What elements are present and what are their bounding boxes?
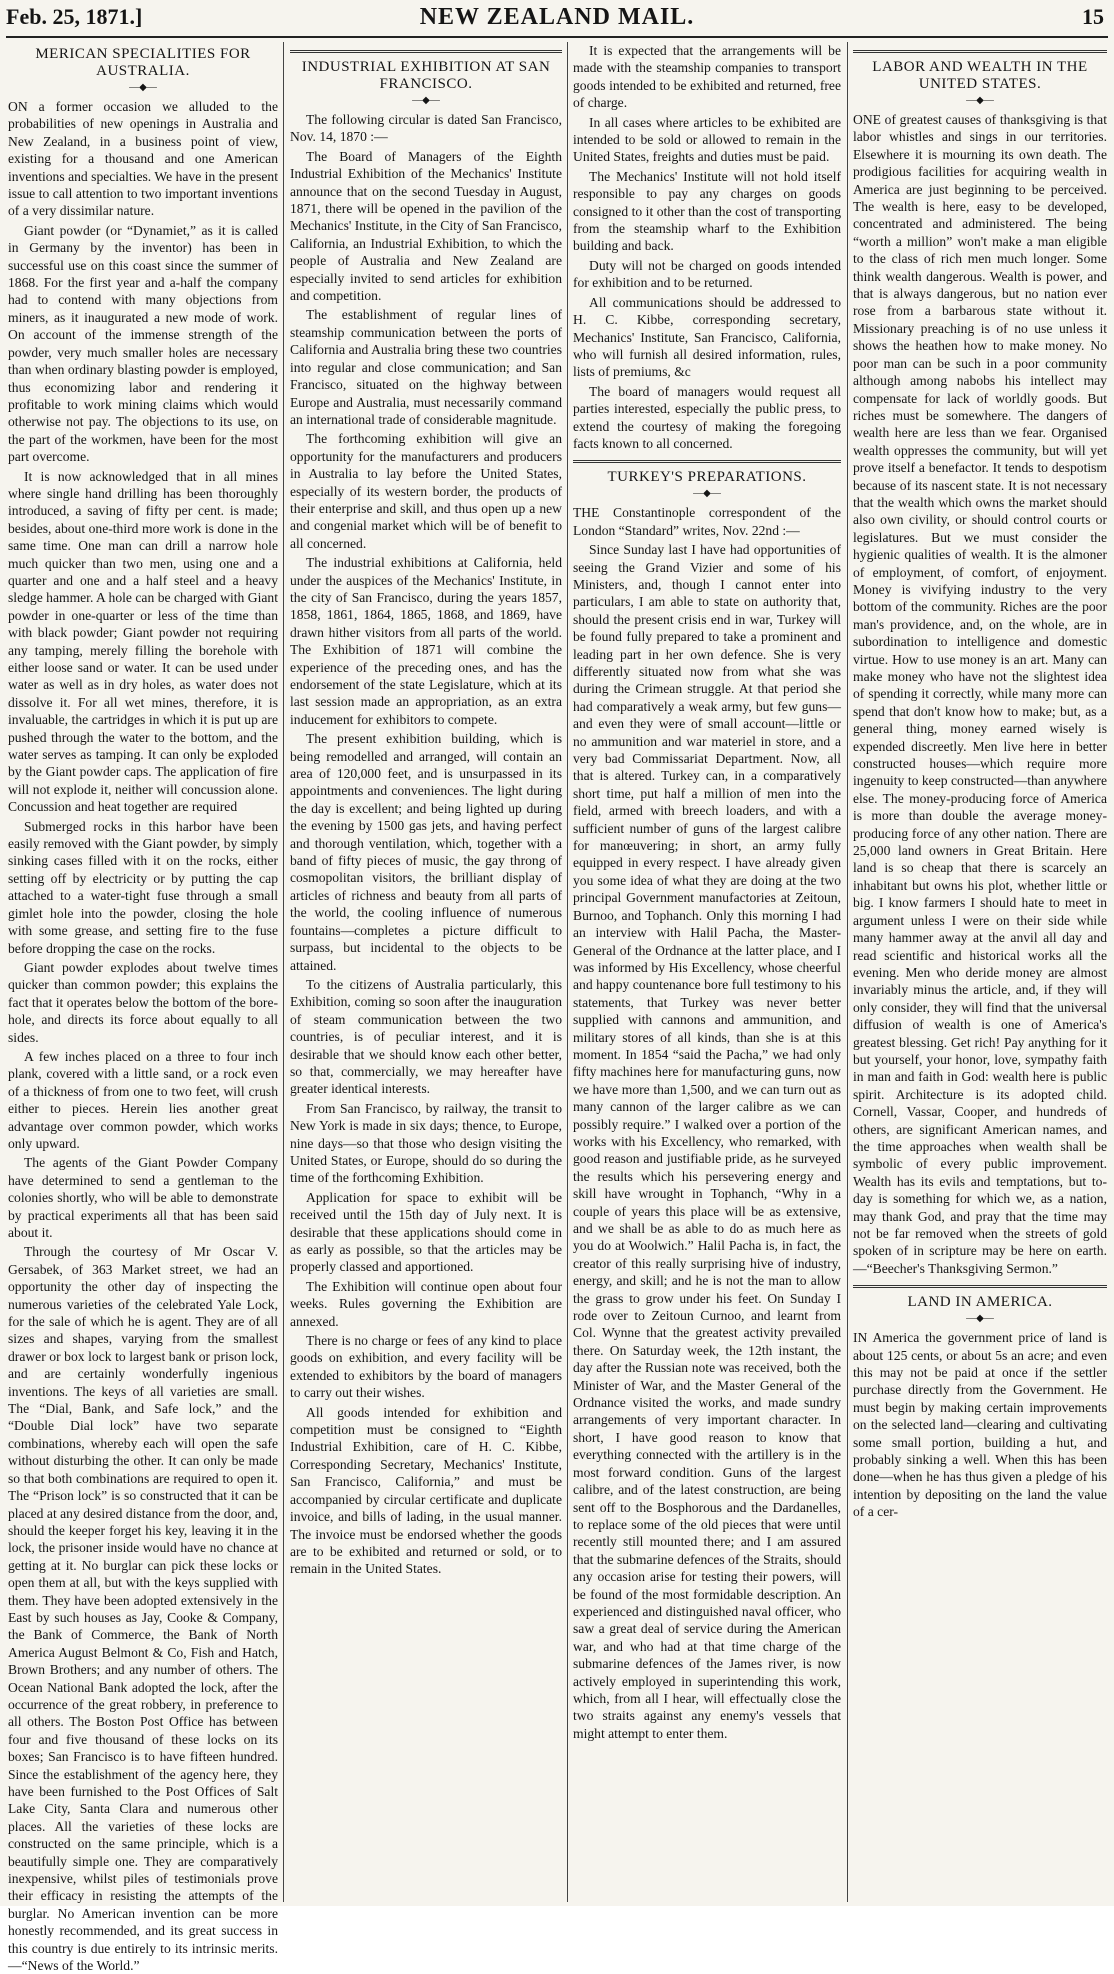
paragraph: The following circular is dated San Francisco, Nov. 14, 1870 :— [290, 112, 562, 145]
column-1 [8, 42, 278, 1974]
paragraph: ON a former occasion we alluded to the probabilities of new openings in Australia and New Zealand, in a business point of view, existing for a thousand and one American inventions and specialties. We have in the present issue to call attention to two important inventions of a very dissimilar nature. [8, 99, 278, 219]
masthead-rule [6, 36, 1108, 38]
paragraph: Through the courtesy of Mr Oscar V. Gersabek, of 363 Market street, we had an opportunity the other day of inspecting the numerous varieties of the celebrated Yale Lock, for the sale of which he is agent. They are of all sizes and shapes, varying from the smallest drawer or box lock to largest bank or prison lock, and are certainly wonderfully ingenious inventions. The keys of all varieties are small. The “Dial, Bank, and Safe lock,” and the “Double Dial lock” have two separate combinations, whereby each will open the safe without disturbing the other. It can only be made so that both combinations are required to open it. The “Prison lock” is so constructed that it can be placed at any desired distance from the door, and, should the keeper forget his key, leaving it in the lock, the prisoner inside would have no chance at getting at it. No burglar can pick these locks or open them at all, but with the keys supplied with them. They have been adopted extensively in the East by such houses as Jay, Cooke & Company, the Bank of Commerce, the Bank of North America August Belmont & Co, Fish and Hatch, Brown Brothers; and any number of others. The Ocean National Bank adopted the lock, after the occurrence of the great robbery, in preference to all others. The Boston Post Office has between four and five thousand of these locks on its boxes; San Francisco is to have fifteen hundred. Since the establishment of the agency here, they have been furnished to the Post Offices of Salt Lake City, Santa Clara and numerous other places. All the varieties of these locks are constructed on the same principle, which is a beautifully simple one. They are comparatively inexpensive, whilst piles of testimonials prove their efficacy in resisting the attempts of the burglar. No American invention can be more honestly recommended, and its great success in this country is due entirely to its intrinsic merits.—“News of the World.” [8, 1244, 278, 1974]
paragraph: The Board of Managers of the Eighth Industrial Exhibition of the Mechanics' Institute announce that on the second Tuesday in August, 1871, there will be opened in the pavilion of the Mechanics' Institute, in the City of San Francisco, California, an Industrial Exhibition, to which the people of Australia and New Zealand are especially invited to send articles for exhibition and competition. [290, 148, 562, 304]
paragraph: Application for space to exhibit will be received until the 15th day of July next. It is desirable that these applications should come in as early as possible, so that the articles may be properly classed and apportioned. [290, 1189, 562, 1275]
column-2 [290, 42, 562, 1902]
paragraph: IN America the government price of land is about 125 cents, or about 5s an acre; and even this may not be paid at once if the settler purchase directly from the Government. He must begin by making certain improvements on the selected land—clearing and cultivating some small portion, building a hut, and probably sinking a well. When this has been done—when he has thus given a pledge of his intention by depositing on the land the value of a cer- [853, 1330, 1107, 1520]
paragraph: The Exhibition will continue open about four weeks. Rules governing the Exhibition are annexed. [290, 1278, 562, 1329]
column-divider [847, 42, 848, 1902]
paragraph: The agents of the Giant Powder Company have determined to send a gentleman to the colonies shortly, who will be able to demonstrate by practical experiments all that has been said about it. [8, 1155, 278, 1240]
article-separator [853, 50, 1107, 53]
article-heading-turkeys-preparations: TURKEY'S PREPARATIONS. [607, 469, 807, 486]
paragraph: The establishment of regular lines of steamship communication between the ports of California and Australia bring these two countries into regular and close communication; and San Francisco, situated on the highway between Europe and Australia, must necessarily command an international trade of considerable magnitude. [290, 307, 562, 427]
paragraph: From San Francisco, by railway, the transit to New York is made in six days; thence, to Europe, nine days—so that those who design visiting the United States, or Europe, should do so during the time of the forthcoming Exhibition. [290, 1100, 562, 1186]
paragraph: ONE of greatest causes of thanksgiving is that labor whistles and sings in our territories. Elsewhere it is mourning its own death. The prodigious facilities for acquiring wealth in America are just beginning to be perceived. The wealth is here, easy to be developed, concentrated and administered. The being “worth a million” won't make a man eligible to the class of rich men much longer. Some think wealth dangerous. Wealth is power, and that is always dangerous, but no nation ever rose from a barbarous state without it. Missionary preaching is of no use unless it shows the heathen how to make money. No poor man can be such in a poor community although among nabobs his intellect may compensate for lack of worldly goods. But riches must be somewhere. The dangers of wealth here are less than we fear. Organised wealth oppresses the community, but will yet prove itself a benefactor. It tends to despotism because of its nascent state. It is not necessary that the wealth which owns the market should also own civility, or should control courts or legislatures. But we must consider the hygienic qualities of wealth. It is the almoner of employment, of comfort, of enjoyment. Money is vivifying industry to the very bottom of the community. Riches are the poor man's providence, and, on the whole, are in subordination to intelligence and domestic virtue. How to use money is an art. Many can make money who have not the slightest idea of spending it correctly, while many more can spend that don't know how to make; but, as a general thing, money earned wisely is expended discreetly. Men live here in better constructed houses—which require more ingenuity to keep constructed—than anywhere else. The money-producing force of America is more than double the average money-producing force of any other nation. There are 25,000 land owners in Great Britain. Here land is so cheap that there is scarcely an inhabitant but owns his plot, whether little or big. I know farmers I should hate to meet in argument unless I were on their side while many hammer away at the anvil all day and read scientific and historical works all the evening. Men who deride money are almost invariably minus the article, and, if they will only consider, they will find that the universal diffusion of wealth is one of America's greatest blessing. Get rich! Pay anything for it but yourself, your honor, love, sympathy faith in man and faith in God: wealth here is public spirit. Architecture is its adopted child. Cornell, Vassar, Cooper, and hundreds of others, are significant American names, and the time approaches when wealth shall be symbolic of every public improvement. Wealth has its evils and temptations, but to-day is something for which we, as a nation, may thank God, and pray that the time may not be far removed when the streets of gold spoken of in scripture may be here on earth.—“Beecher's Thanksgiving Sermon.” [853, 112, 1107, 1276]
paragraph: Since Sunday last I have had opportunities of seeing the Grand Vizier and some of his Ministers, and, though I cannot enter into particulars, I am able to state on authority that, should the present crisis end in war, Turkey will be found fully prepared to take a prominent and leading part in her own defence. She is very differently situated now from what she was during the Crimean struggle. At that period she had comparatively a weak army, but few guns—and even they were of small account—little or no ammunition and war materiel in store, and a very bad Commissariat Department. Now, all that is altered. Turkey can, in a comparatively short time, put half a million of men into the field, armed with breech loaders, and with a sufficient number of guns of the largest calibre for manœuvering; in short, an army fully equipped in every respect. I have already given you some idea of what they are doing at the two principal Government manufactories at Zeitoun, Burnoo, and Tophanch. Only this morning I had an interview with Halil Pacha, the Master-General of the Ordnance at the latter place, and I was informed by His Excellency, whose cheerful and happy countenance bore full testimony to his statements, that Turkey was never better supplied with cannons and ammunition, and military stores of all kinds, than she is at this moment. In 1854 “said the Pacha,” we had only fifty machines here for manufacturing guns, now we have more than 1,500, and we can turn out as many cannon of the larger calibre as we can possibly require.” I walked over a portion of the works with his Excellency, who remarked, with good reason and justifiable pride, as he surveyed the results which his persevering energy and skill have wrought in Tophanch, “Why in a couple of years this place will be as extensive, and we shall be as able to do as much here as you do at Woolwich.” Halil Pacha is, in fact, the creator of this really surprising hive of industry, energy, and skill; and he is not the man to allow the grass to grow under his feet. On Sunday I rode over to Zeitoun Curnoo, and learnt from Col. Wynne that the greatest activity prevailed there. On Saturday week, the 12th instant, the day after the Russian note was received, both the Minister of War, and the Master General of the Ordnance visited the works, and made sundry arrangements of very important character. In short, I have good reason to know that everything connected with the artillery is in the most forward condition. Guns of the largest calibre, and of the latest construction, are being sent off to the Bosphorous and the Dardanelles, to replace some of the old pieces that were until recently still mounted there; and I am assured that the submarine defences of the Straits, should any occasion arise for testing their powers, will be found of the most formidable description. An experienced and distinguished naval officer, who saw a great deal of service during the American war, and who had at that time charge of the submarine defences of the James river, is now actively employed in superintending this work, which, from all I hear, will effectually close the two straits against any enemy's vessels that might attempt to enter them. [573, 542, 841, 1741]
paragraph: The Mechanics' Institute will not hold itself responsible to pay any charges on goods consigned to it other than the cost of transporting from the steamship wharf to the Exhibition building and back. [573, 168, 841, 254]
paragraph: It is now acknowledged that in all mines where single hand drilling has been thoroughly introduced, a saving of fifty per cent. is made; besides, about one-third more work is done in the same time. One man can drill a narrow hole much quicker than two men, using one and a quarter and one and a half steel and a heavy sledge hammer. A hole can be charged with Giant powder in one-quarter or less of the time than with black powder; Giant powder not requiring any tamping, merely filling the borehole with either loose sand or water. It can be used under water as well as in dry holes, as water does not dissolve it. For all wet mines, therefore, it is invaluable, the cartridges in which it is put up are pushed through the water to the bottom, and the water serves as tamping. It can only be exploded by the Giant powder caps. The application of fire will not explode it, neither will concussion alone. Concussion and heat together are required [8, 468, 278, 815]
ornament-divider: —◆— [966, 1313, 994, 1325]
column-divider [567, 42, 568, 1902]
article-separator [290, 50, 562, 53]
paragraph: A few inches placed on a three to four inch plank, covered with a little sand, or a rock even of a thickness of from one to two feet, will crush either to pieces. Herein lies another great advantage over common powder, which works only upward. [8, 1048, 278, 1151]
paragraph: The forthcoming exhibition will give an opportunity for the manufacturers and producers in Australia to lay before the United States, especially of its western border, the products of their enterprise and skill, and thus open up a new and congenial market which will be of benefit to all concerned. [290, 431, 562, 551]
paragraph: It is expected that the arrangements will be made with the steamship companies to transport goods intended to be exhibited and returned, free of charge. [573, 43, 841, 111]
paragraph: Giant powder explodes about twelve times quicker than common powder; this explains the fact that it operates below the bottom of the bore-hole, and directs its force about equally to all sides. [8, 959, 278, 1045]
newspaper-title: NEW ZEALAND MAIL. [419, 4, 695, 30]
paragraph: The industrial exhibitions at California, held under the auspices of the Mechanics' Institute, in the city of San Francisco, during the years 1857, 1858, 1861, 1864, 1865, 1868, and 1869, have drawn hither visitors from all parts of the world. The Exhibition of 1871 will combine the experience of the preceding ones, and has the endorsement of the state Legislature, which at its last session made an appropriation, as an extra inducement for exhibitors to compete. [290, 555, 562, 727]
paragraph: Submerged rocks in this harbor have been easily removed with the Giant powder, by simply sinking cases filled with it on the rocks, either setting off by electricity or by putting the cap attached to a water-tight fuse through a small gimlet hole into the powder, closing the hole with some grease, and setting fire to the fuse before dropping the case on the rocks. [8, 818, 278, 956]
page-number: 15 [1082, 4, 1104, 29]
paragraph: There is no charge or fees of any kind to place goods on exhibition, and every facility will be extended to exhibitors by the board of managers to carry out their wishes. [290, 1333, 562, 1401]
article-heading-american-specialities: MERICAN SPECIALITIES FOR AUSTRALIA. [35, 46, 251, 79]
paragraph: The board of managers would request all parties interested, especially the public press, to extend the courtesy of making the foregoing facts known to all concerned. [573, 383, 841, 451]
paragraph: In all cases where articles to be exhibited are intended to be sold or allowed to remain in the United States, freights and duties must be paid. [573, 114, 841, 165]
article-heading-land-in-america: LAND IN AMERICA. [907, 1294, 1053, 1311]
ornament-divider: —◆— [412, 95, 440, 106]
column-4 [853, 42, 1107, 1902]
issue-date: Feb. 25, 1871.] [6, 4, 143, 29]
masthead [6, 4, 1108, 32]
article-heading-labor-and-wealth: LABOR AND WEALTH IN THE UNITED STATES. [872, 59, 1088, 92]
paragraph: THE Constantinople correspondent of the London “Standard” writes, Nov. 22nd :— [573, 505, 841, 538]
column-3 [573, 42, 841, 1902]
article-separator [573, 460, 841, 463]
paragraph: All goods intended for exhibition and competition must be consigned to “Eighth Industrial Exhibition, care of H. C. Kibbe, Corresponding Secretary, Mechanics' Institute, San Francisco, California,” and must be accompanied by circular certificate and duplicate invoice, and bills of lading, in the usual manner. The invoice must be endorsed whether the goods are to be exhibited and returned or sold, or to remain in the United States. [290, 1404, 562, 1577]
paragraph: All communications should be addressed to H. C. Kibbe, corresponding secretary, Mechanics' Institute, San Francisco, California, who will furnish all desired information, rules, lists of premiums, &c [573, 294, 841, 380]
ornament-divider: —◆— [129, 82, 157, 93]
paragraph: Giant powder (or “Dynamiet,” as it is called in Germany by the inventor) has been in successful use on this coast since the summer of 1868. For the first year and a-half the company had to contend with many objections from miners, as it inaugurated a new mode of work. On account of the immense strength of the powder, very much smaller holes are necessary than when ordinary blasting powder is employed, thus economizing labor and rendering it profitable to work mining claims which would otherwise not pay. The objections to its use, on the part of the workmen, have been for the most part overcome. [8, 222, 278, 465]
ornament-divider: —◆— [966, 95, 994, 106]
paragraph: Duty will not be charged on goods intended for exhibition and to be returned. [573, 257, 841, 291]
ornament-divider: —◆— [693, 488, 721, 500]
paragraph: The present exhibition building, which is being remodelled and arranged, will contain an area of 120,000 feet, and is unsurpassed in its appointments and conveniences. The light during the day is excellent; and being lighted up during the evening by 1500 gas jets, and having perfect and thorough ventilation, which, together with a band of fifty pieces of music, the gay throng of cosmopolitan visitors, the brilliant display of articles of richness and beauty from all parts of the world, the cooling influence of numerous fountains—completes a picture difficult to surpass, but incidental to the objects to be attained. [290, 731, 562, 973]
column-divider [283, 42, 284, 1902]
paragraph: To the citizens of Australia particularly, this Exhibition, coming so soon after the inauguration of steam communication between the two countries, is of peculiar interest, and it is desirable that we should know each other better, so that, commercially, we may hereafter have greater identical interests. [290, 976, 562, 1097]
article-separator [853, 1285, 1107, 1288]
article-heading-industrial-exhibition: INDUSTRIAL EXHIBITION AT SAN FRANCISCO. [301, 59, 551, 92]
